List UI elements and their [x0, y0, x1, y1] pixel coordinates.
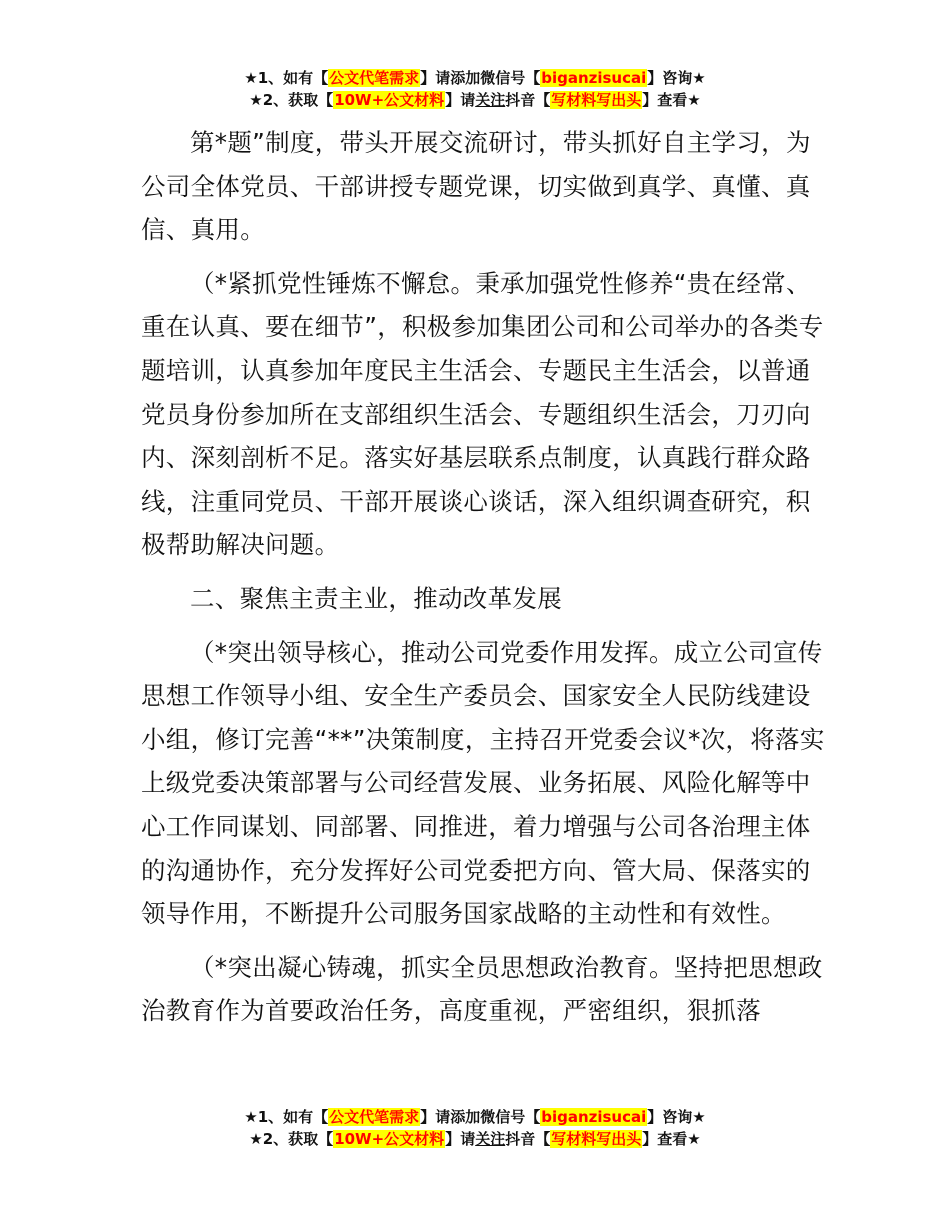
banner-highlight-wechat-id: biganzisucai — [541, 1108, 647, 1126]
banner-text: 】请添加微信号【 — [420, 1108, 541, 1126]
banner-text: ★2、获取【 — [249, 1130, 334, 1148]
banner-highlight-wechat-id: biganzisucai — [541, 69, 647, 87]
banner-highlight: 10W+公文材料 — [334, 1130, 445, 1148]
paragraph-3: （*突出领导核心，推动公司党委作用发挥。成立公司宣传思想工作领导小组、安全生产委员会、国家安全人民防线建设小组，修订完善“**”决策制度，主持召开党委会议*次，将落实上级党委决策部署与公司经营发展、业务拓展、风险化解等中心工作同谋划、同部署、同推进，着力增强与公司各治理主体的沟通协作，充分发挥好公司党委把方向、管大局、保落实的领导作用，不断提升公司服务国家战略的主动性和有效性。 — [141, 637, 825, 929]
banner-underlined-text: 关注 — [475, 91, 506, 109]
footer-banner — [0, 1106, 950, 1150]
banner-text: 】请 — [445, 91, 476, 109]
banner-highlight: 公文代笔需求 — [329, 69, 420, 87]
header-banner-line-2 — [0, 89, 950, 111]
banner-text: 】咨询★ — [647, 1108, 706, 1126]
section-heading-2: 二、聚焦主责主业，推动改革发展 — [190, 583, 562, 613]
banner-text: 】请添加微信号【 — [420, 69, 541, 87]
banner-text: 】查看★ — [642, 1130, 701, 1148]
document-body — [141, 121, 829, 1033]
paragraph-1: 第*题”制度，带头开展交流研讨，带头抓好自主学习，为公司全体党员、干部讲授专题党课，切实做到真学、真懂、真信、真用。 — [141, 128, 811, 245]
banner-underlined-text: 关注 — [475, 1130, 506, 1148]
banner-text: ★1、如有【 — [244, 69, 329, 87]
header-banner-line-1 — [0, 67, 950, 89]
banner-highlight: 公文代笔需求 — [329, 1108, 420, 1126]
paragraph-4: （*突出凝心铸魂，抓实全员思想政治教育。坚持把思想政治教育作为首要政治任务，高度重视，严密组织，狠抓落 — [141, 952, 823, 1026]
banner-text: 抖音【 — [505, 1130, 551, 1148]
footer-banner-line-1 — [0, 1106, 950, 1128]
footer-banner-line-2 — [0, 1128, 950, 1150]
banner-text: ★1、如有【 — [244, 1108, 329, 1126]
banner-highlight: 写材料写出头 — [551, 91, 642, 109]
banner-text: 】咨询★ — [647, 69, 706, 87]
header-banner — [0, 67, 950, 111]
banner-text: ★2、获取【 — [249, 91, 334, 109]
banner-text: 】请 — [445, 1130, 476, 1148]
banner-highlight: 写材料写出头 — [551, 1130, 642, 1148]
banner-text: 抖音【 — [505, 91, 551, 109]
banner-text: 】查看★ — [642, 91, 701, 109]
paragraph-2: （*紧抓党性锤炼不懈怠。秉承加强党性修养“贵在经常、重在认真、要在细节”，积极参加集团公司和公司举办的各类专题培训，认真参加年度民主生活会、专题民主生活会，以普通党员身份参加所在支部组织生活会、专题组织生活会，刀刃向内、深刻剖析不足。落实好基层联系点制度，认真践行群众路线，注重同党员、干部开展谈心谈话，深入组织调查研究，积极帮助解决问题。 — [141, 268, 824, 560]
banner-highlight: 10W+公文材料 — [334, 91, 445, 109]
